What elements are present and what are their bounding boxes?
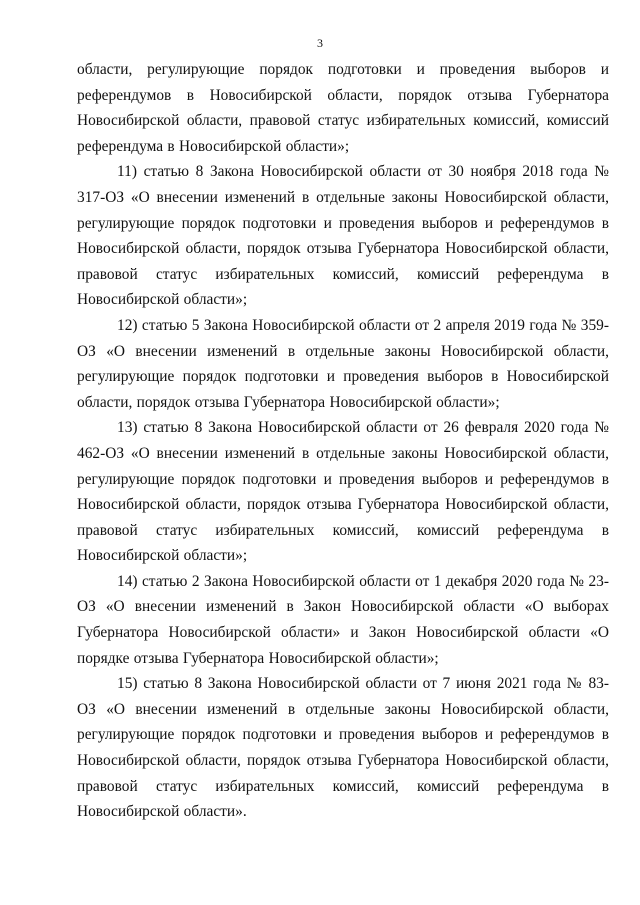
list-item-15: 15) статью 8 Закона Новосибирской области от 7 июня 2021 года № 83-ОЗ «О внесении изменений в отдельные законы Новосибирской области, регулирующие порядок подготовки и проведения выборов и референдумов в Новосибирской области, порядок отзыва Губернатора Новосибирской области, правовой статус избирательных комиссий, комиссий референдума в Новосибирской области». [77,675,609,821]
page-number: 3 [317,36,323,50]
paragraph-continuation: области, регулирующие порядок подготовки и проведения выборов и референдумов в Новосибирской области, порядок отзыва Губернатора Новосибирской области, правовой статус избирательных комиссий, комиссий референдума в Новосибирской области»; [77,61,609,155]
document-body [77,57,609,825]
list-item-12: 12) статью 5 Закона Новосибирской области от 2 апреля 2019 года № 359-ОЗ «О внесении изменений в отдельные законы Новосибирской области, регулирующие порядок подготовки и проведения выборов в Новосибирской области, порядок отзыва Губернатора Новосибирской области»; [77,316,609,411]
list-item-14: 14) статью 2 Закона Новосибирской области от 1 декабря 2020 года № 23-ОЗ «О внесении изменений в Закон Новосибирской области «О выборах Губернатора Новосибирской области» и Закон Новосибирской области «О порядке отзыва Губернатора Новосибирской области»; [77,572,609,667]
list-item-13: 13) статью 8 Закона Новосибирской области от 26 февраля 2020 года № 462-ОЗ «О внесении изменений в отдельные законы Новосибирской области, регулирующие порядок подготовки и проведения выборов и референдумов в Новосибирской области, порядок отзыва Губернатора Новосибирской области, правовой статус избирательных комиссий, комиссий референдума в Новосибирской области»; [77,419,609,565]
list-item-11: 11) статью 8 Закона Новосибирской области от 30 ноября 2018 года № 317-ОЗ «О внесении изменений в отдельные законы Новосибирской области, регулирующие порядок подготовки и проведения выборов и референдумов в Новосибирской области, порядок отзыва Губернатора Новосибирской области, правовой статус избирательных комиссий, комиссий референдума в Новосибирской области»; [77,163,609,309]
